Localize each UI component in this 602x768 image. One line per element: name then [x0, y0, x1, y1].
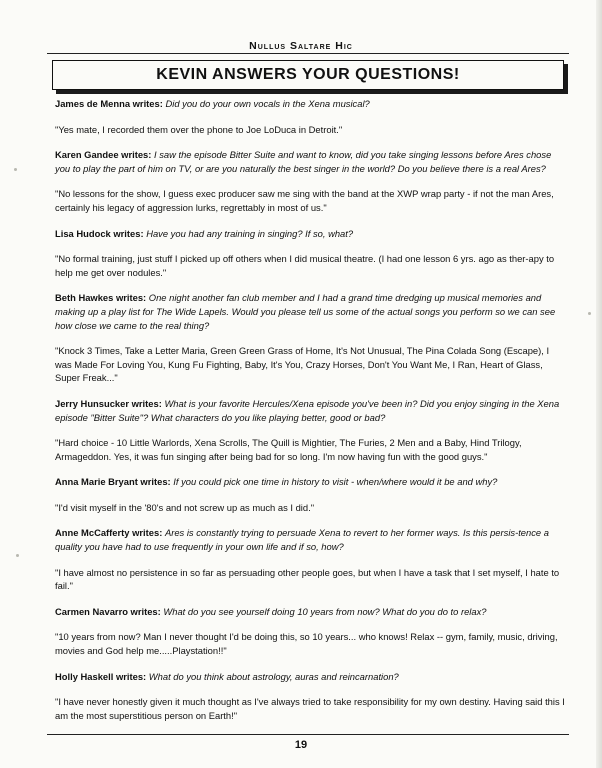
answer-text: "No formal training, just stuff I picked up off others when I did musical theatre. (I had one lesson 6 yrs. ago as ther-apy to help me get over nodules."	[55, 253, 555, 278]
header-rule	[47, 53, 569, 54]
question-text: Ares is constantly trying to persuade Xena to revert to her former ways. Is this persis-tence a quality you have had to use frequently in your own life and if so, how?	[55, 527, 549, 553]
answer-text: "Knock 3 Times, Take a Letter Maria, Green Green Grass of Home, It's Not Unusual, The Pina Colada Song (Escape), I was Made For Loving You, Kung Fu Fighting, Baby, It's You, Crazy Horses, Don't You Want Me, I Ran, Heart of Glass, Super Freak..."	[55, 345, 550, 384]
question-text: Did you do your own vocals in the Xena musical?	[165, 98, 370, 109]
question-text: What do you think about astrology, auras and reincarnation?	[148, 670, 399, 682]
asker-name: Lisa Hudock writes:	[55, 227, 144, 239]
page-edge-shadow	[596, 0, 602, 768]
question-text: Have you had any training in singing? If so, what?	[146, 227, 354, 239]
qa-item	[55, 291, 565, 385]
qa-item	[55, 397, 565, 463]
qa-item	[55, 148, 565, 214]
question	[55, 148, 565, 175]
answer-text: "10 years from now? Man I never thought I'd be doing this, so 10 years... who knows! Relax -- gym, family, music, driving, movies and God help me.....Playstation!!"	[55, 631, 558, 657]
asker-name: Carmen Navarro writes:	[55, 605, 161, 617]
scan-speck	[588, 312, 591, 315]
asker-name: Anna Marie Bryant writes:	[55, 476, 171, 488]
qa-content	[55, 97, 565, 734]
question-text: If you could pick one time in history to visit - when/where would it be and why?	[173, 476, 498, 488]
question	[55, 526, 565, 553]
question	[55, 97, 565, 111]
page-number: 19	[294, 739, 308, 751]
answer-text: "No lessons for the show, I guess exec producer saw me sing with the band at the XWP wrap party - if not the man Ares, certainly his legacy of aggression lurks, regrettably in most of us."	[55, 188, 554, 213]
question	[55, 475, 565, 489]
scan-speck	[14, 168, 17, 171]
answer-text: "I have almost no persistence in so far as persuading other people goes, but when I have a task that I set myself, I hate to fail."	[55, 566, 560, 592]
asker-name: James de Menna writes:	[55, 98, 163, 109]
question-text: I saw the episode Bitter Suite and want to know, did you take singing lessons before Ares chose you to play the part of him on TV, or are you naturally the best singer in the world? Do you believe there is a real Ares?	[55, 149, 552, 174]
question	[55, 605, 565, 619]
question	[55, 397, 565, 424]
title-box	[52, 60, 564, 90]
footer-rule	[47, 734, 569, 735]
question-text: What do you see yourself doing 10 years from now? What do you do to relax?	[163, 605, 487, 617]
qa-item	[55, 670, 565, 723]
answer-text: "Yes mate, I recorded them over the phone to Joe LoDuca in Detroit."	[55, 123, 343, 135]
qa-item	[55, 97, 565, 136]
asker-name: Anne McCafferty writes:	[55, 527, 163, 539]
asker-name: Holly Haskell writes:	[55, 670, 147, 682]
qa-item	[55, 526, 565, 592]
asker-name: Karen Gandee writes:	[55, 149, 152, 161]
question	[55, 670, 565, 684]
qa-item	[55, 227, 565, 280]
page-title: KEVIN ANSWERS YOUR QUESTIONS!	[156, 66, 460, 83]
qa-item	[55, 605, 565, 658]
answer-text: "I'd visit myself in the '80's and not screw up as much as I did."	[55, 501, 315, 513]
answer-text: "Hard choice - 10 Little Warlords, Xena Scrolls, The Quill is Mightier, The Furies, 2 Men and a Baby, Hind Trilogy, Armageddon. Yes, it was fun singing after being bad for so long. I'm now having fun with the good guys."	[55, 437, 522, 462]
question-text: What is your favorite Hercules/Xena episode you've been in? Did you enjoy singing in the Xena episode "Bitter Suite"? What characters do you like playing better, good or bad?	[55, 397, 560, 423]
question	[55, 227, 565, 241]
scan-speck	[16, 554, 19, 557]
question	[55, 291, 565, 332]
answer-text: "I have never honestly given it much thought as I've always tried to take responsibility for my own destiny. Having said this I am the most superstitious person on Earth!"	[55, 696, 565, 721]
question-text: One night another fan club member and I had a grand time dredging up musical memories and making up a play list for The Wide Lapels. Would you please tell us some of the actual songs you perform so we can see how close we came to the real thing?	[55, 292, 556, 331]
asker-name: Beth Hawkes writes:	[55, 292, 147, 304]
asker-name: Jerry Hunsucker writes:	[55, 397, 162, 409]
qa-item	[55, 475, 565, 514]
running-head: Nullus Saltare Hic	[249, 40, 353, 52]
